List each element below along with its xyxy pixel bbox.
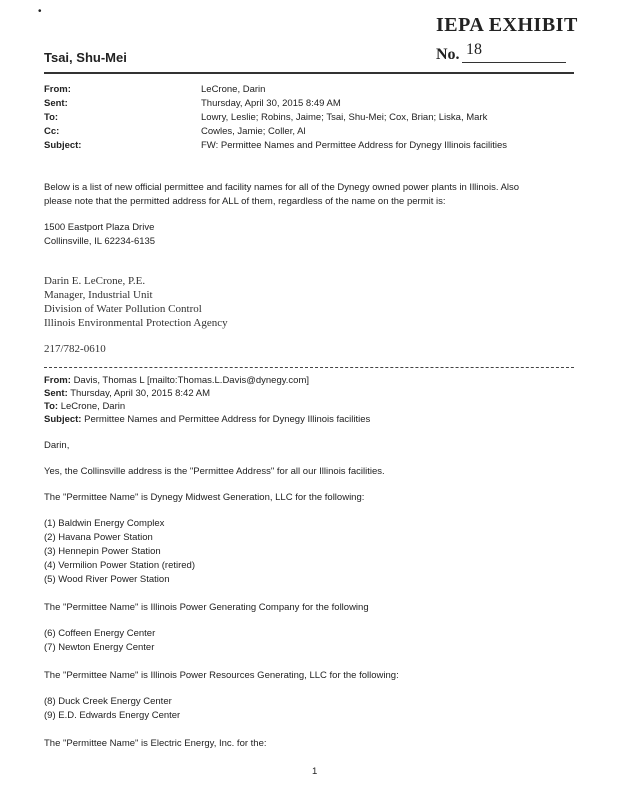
exhibit-number-underline bbox=[462, 62, 566, 63]
greeting: Darin, bbox=[44, 440, 70, 451]
forward-divider bbox=[44, 367, 574, 368]
address-line-1: 1500 Eastport Plaza Drive bbox=[44, 222, 155, 233]
sender-name: Tsai, Shu-Mei bbox=[44, 50, 127, 65]
scan-mark: • bbox=[38, 6, 42, 17]
fwd-to-label: To: bbox=[44, 401, 59, 412]
address-line-2: Collinsville, IL 62234-6135 bbox=[44, 236, 156, 247]
sent-value: Thursday, April 30, 2015 8:49 AM bbox=[201, 98, 341, 109]
from-value: LeCrone, Darin bbox=[201, 84, 266, 95]
list-item: (7) Newton Energy Center bbox=[44, 642, 155, 653]
signature-title: Manager, Industrial Unit bbox=[44, 289, 153, 301]
paragraph-iprg: The "Permittee Name" is Illinois Power Resources Generating, LLC for the following: bbox=[44, 670, 399, 681]
signature-division: Division of Water Pollution Control bbox=[44, 303, 202, 315]
subject-label: Subject: bbox=[44, 140, 82, 151]
cc-value: Cowles, Jamie; Coller, Al bbox=[201, 126, 306, 137]
paragraph-ipgc: The "Permittee Name" is Illinois Power Generating Company for the following bbox=[44, 602, 369, 613]
fwd-sent-label: Sent: bbox=[44, 388, 68, 399]
from-label: From: bbox=[44, 84, 71, 95]
fwd-to-value: LeCrone, Darin bbox=[60, 401, 126, 412]
list-item: (9) E.D. Edwards Energy Center bbox=[44, 710, 181, 721]
fwd-from-value: Davis, Thomas L [mailto:Thomas.L.Davis@dynegy.com] bbox=[73, 375, 310, 386]
subject-value: FW: Permittee Names and Permittee Address for Dynegy Illinois facilities bbox=[201, 140, 508, 151]
list-item: (6) Coffeen Energy Center bbox=[44, 628, 156, 639]
paragraph-collinsville: Yes, the Collinsville address is the "Permittee Address" for all our Illinois facilities. bbox=[44, 466, 385, 477]
list-item: (5) Wood River Power Station bbox=[44, 574, 170, 585]
to-label: To: bbox=[44, 112, 59, 123]
header-divider bbox=[44, 72, 574, 74]
fwd-sent-value: Thursday, April 30, 2015 8:42 AM bbox=[70, 388, 210, 399]
signature-name: Darin E. LeCrone, P.E. bbox=[44, 275, 146, 287]
cc-label: Cc: bbox=[44, 126, 60, 137]
exhibit-number-label: No. bbox=[436, 46, 460, 63]
page-number: 1 bbox=[312, 766, 318, 777]
exhibit-number-value: 18 bbox=[466, 41, 482, 58]
fwd-subject-label: Subject: bbox=[44, 414, 82, 425]
paragraph-midwest: The "Permittee Name" is Dynegy Midwest Generation, LLC for the following: bbox=[44, 492, 365, 503]
signature-phone: 217/782-0610 bbox=[44, 343, 106, 355]
list-item: (3) Hennepin Power Station bbox=[44, 546, 161, 557]
list-item: (2) Havana Power Station bbox=[44, 532, 153, 543]
list-item: (8) Duck Creek Energy Center bbox=[44, 696, 172, 707]
fwd-from-label: From: bbox=[44, 375, 71, 386]
list-item: (1) Baldwin Energy Complex bbox=[44, 518, 165, 529]
paragraph-eei: The "Permittee Name" is Electric Energy, Inc. for the: bbox=[44, 738, 267, 749]
signature-agency: Illinois Environmental Protection Agency bbox=[44, 317, 228, 329]
fwd-subject-value: Permittee Names and Permittee Address for Dynegy Illinois facilities bbox=[84, 414, 371, 425]
to-value: Lowry, Leslie; Robins, Jaime; Tsai, Shu-Mei; Cox, Brian; Liska, Mark bbox=[201, 112, 488, 123]
intro-line-2: please note that the permitted address for ALL of them, regardless of the name on the permit is: bbox=[44, 196, 446, 207]
sent-label: Sent: bbox=[44, 98, 68, 109]
intro-line-1: Below is a list of new official permittee and facility names for all of the Dynegy owned power plants in Illinois. Also bbox=[44, 182, 520, 193]
exhibit-stamp: IEPA EXHIBIT bbox=[436, 14, 578, 36]
list-item: (4) Vermilion Power Station (retired) bbox=[44, 560, 195, 571]
